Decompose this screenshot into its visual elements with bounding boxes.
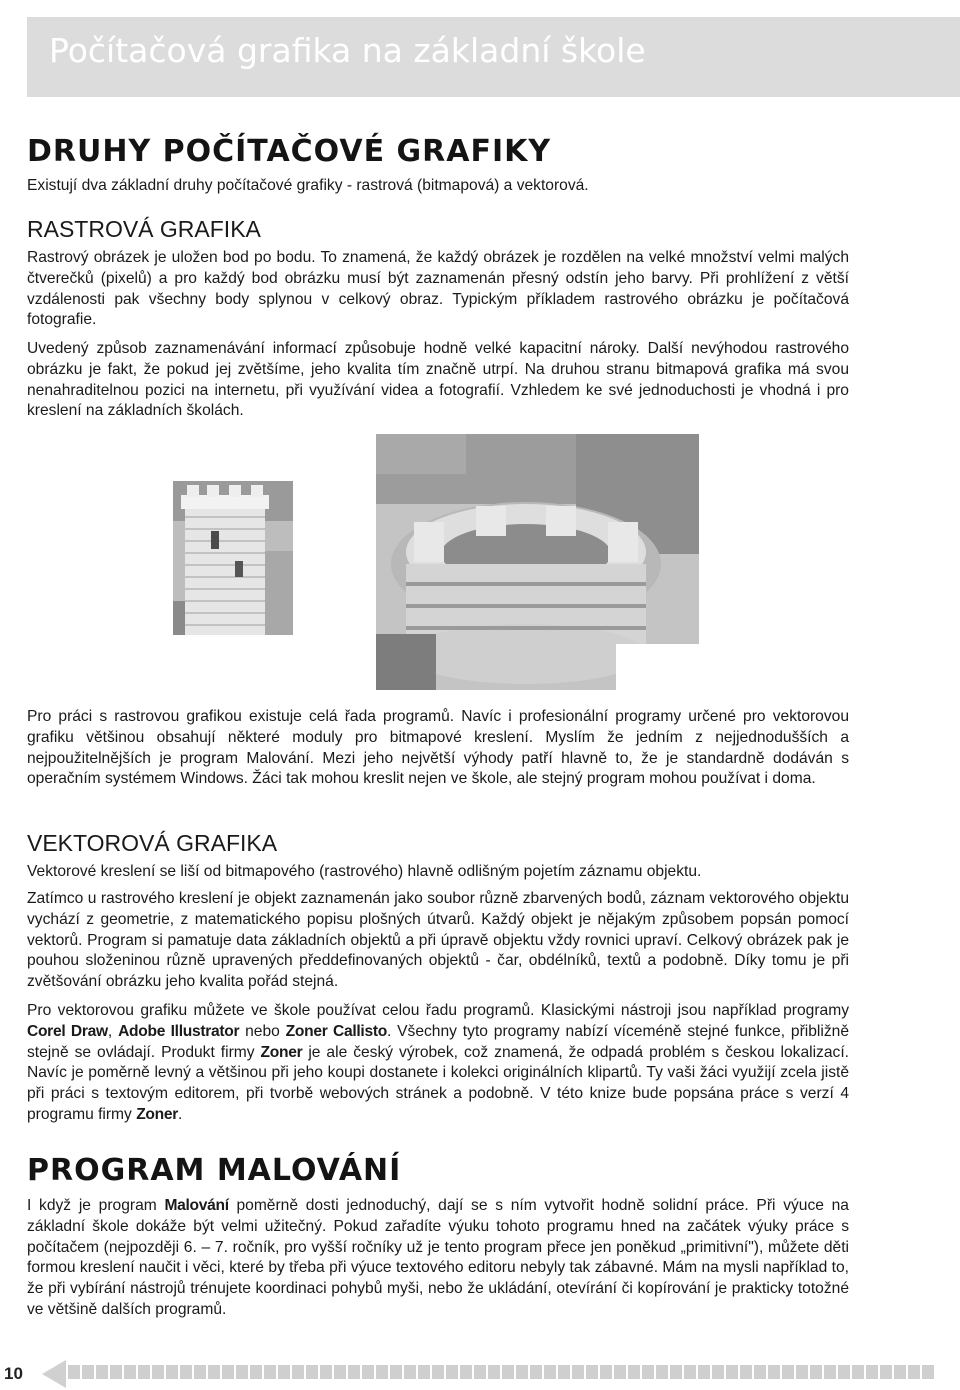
text-run: poměrně dosti jednoduchý, dají se s ním vytvořit hodně solidní práce. Při výuce na základní škole dokáže být velmi užitečný. Pokud zařadíte výuku tohoto programu hned na začátek výuky práce s počítačem (nejpozději 6. – 7. ročník, pro vyšší ročníky už je tento program přece jen poněkud „primitivní"), můžete děti formou kreslení naučit i věci, které by třeba při výuce textového editoru nebyly tak zábavné. Mám na mysli například to, že při vybírání nástrojů trénujete koordinaci pohybů myši, nebo že ukládání, otevírání či kopírování je prakticky totožné ve většině dalších programů. (27, 1197, 849, 1318)
footer-decorative-strip (68, 1365, 960, 1379)
company-name-zoner: Zoner (260, 1043, 303, 1061)
text-run: je ale český výrobek, což znamená, že odpadá problém s českou lokalizací. Navíc je poměrně levný a většinou při jeho koupi dostanete i kolekci originálních klipartů. Ty vaši žáci využijí zcela jistě při práci s textovým editorem, při tvorbě webových stránek a podobně. V této knize bude popsána práce s verzí 4 programu firmy (27, 1043, 849, 1123)
paragraph-malovani-1 (27, 1196, 849, 1321)
heading-rastrova: RASTROVÁ GRAFIKA (27, 216, 261, 242)
castle-tower-photo-zoomed (376, 434, 699, 690)
text-run: . Všechny tyto programy nabízí víceméně stejné funkce, přibližně stejně se ovládají. Produkt firmy (27, 1022, 849, 1061)
page-header-title: Počítačová grafika na základní škole (49, 31, 646, 70)
text-run: . (178, 1105, 183, 1123)
program-name-adobe: Adobe Illustrator (118, 1022, 240, 1040)
castle-tower-small-graphic (173, 481, 293, 635)
text-run: I když je program (27, 1197, 165, 1214)
paragraph-rastrova-3: Pro práci s rastrovou grafikou existuje celá řada programů. Navíc i profesionální programy určené pro vektorovou grafiku většinou obsahují některé moduly pro bitmapové kreslení. Myslím že jedním z nejjednodušších a nejpoužitelnějších je program Malování. Mezi jeho největší výhody patří hlavně to, že je standardně dodáván s operačním systémem Windows. Žáci tak mohou kreslit nejen ve škole, ale stejný program mohou používat i doma. (27, 708, 849, 788)
program-name-corel: Corel Draw (27, 1022, 108, 1040)
text-run: nebo (239, 1022, 286, 1040)
text-run: Pro vektorovou grafiku můžete ve škole používat celou řadu programů. Klasickými nástroji jsou například programy (27, 1002, 849, 1019)
footer-arrow-icon (40, 1358, 68, 1390)
paragraph-vektorova-3 (27, 1001, 849, 1126)
heading-druhy: DRUHY POČÍTAČOVÉ GRAFIKY (27, 134, 552, 169)
paragraph-vektorova-2: Zatímco u rastrového kreslení je objekt zaznamenán jako soubor různě zbarvených bodů, záznam vektorového objektu vychází z geometrie, z matematického popisu plošných útvarů. Každý objekt je nějakým způsobem popsán pomocí vektorů. Program si pamatuje data základních objektů a při úpravě objektu vždy rovnici upraví. Celkový obrázek pak je pouhou složeninou různě upravených předdefinovaných objektů - čar, obdélníků, textů a podobně. Díky tomu je při zvětšování obrázku jeho kvalita pořád stejná. (27, 890, 849, 991)
heading-malovani: PROGRAM MALOVÁNÍ (27, 1153, 402, 1188)
castle-tower-zoomed-graphic (376, 434, 699, 690)
paragraph-druhy-intro: Existují dva základní druhy počítačové grafiky - rastrová (bitmapová) a vektorová. (27, 177, 589, 194)
castle-tower-photo-small (173, 481, 293, 635)
company-name-zoner: Zoner (136, 1105, 179, 1123)
paragraph-rastrova-2: Uvedený způsob zaznamenávání informací způsobuje hodně velké kapacitní nároky. Další nevýhodou rastrového obrázku je fakt, že pokud jej zvětšíme, jeho kvalita tím značně utrpí. Na druhou stranu bitmapová grafika má svou nenahraditelnou pozici na internetu, při využívání videa a fotografií. Vzhledem ke své jednoduchosti je vhodná i pro kreslení na základních školách. (27, 340, 849, 420)
heading-vektorova: VEKTOROVÁ GRAFIKA (27, 830, 278, 856)
paragraph-vektorova-1: Vektorové kreslení se liší od bitmapového (rastrového) hlavně odlišným pojetím záznamu objektu. (27, 863, 702, 880)
text-run: , (107, 1022, 119, 1040)
page-number: 10 (4, 1364, 23, 1383)
paragraph-rastrova-1: Rastrový obrázek je uložen bod po bodu. To znamená, že každý obrázek je rozdělen na velké množství velmi malých čtverečků (pixelů) a pro každý bod obrázku musí být zaznamenán přesný odstín jeho barvy. Při prohlížení z větší vzdálenosti pak všechny body splynou v celkový obraz. Typickým příkladem rastrového obrázku je počítačová fotografie. (27, 249, 849, 329)
program-name-zoner-callisto: Zoner Callisto (285, 1022, 387, 1040)
program-name-malovani: Malování (164, 1197, 229, 1214)
